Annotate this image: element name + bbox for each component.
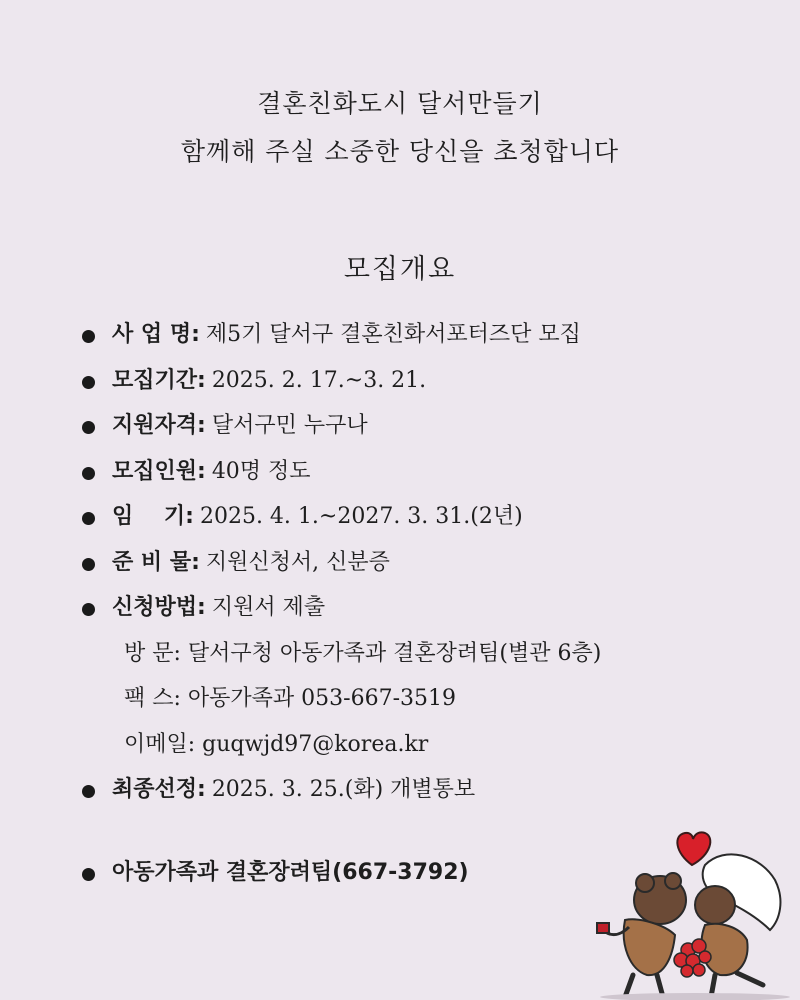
couple-illustration-icon	[585, 825, 800, 1000]
bullet-icon	[82, 558, 95, 571]
bullet-icon	[82, 376, 95, 389]
list-item-documents	[80, 540, 780, 586]
item-value: 2025. 4. 1.~2027. 3. 31.(2년)	[199, 504, 523, 529]
method-email	[80, 722, 780, 768]
method-fax	[80, 676, 780, 722]
item-label: 준 비 물:	[112, 549, 200, 575]
item-label: 사 업 명:	[112, 322, 200, 347]
list-item-headcount	[80, 449, 780, 495]
item-value: 2025. 2. 17.~3. 21.	[211, 367, 427, 393]
bullet-icon	[82, 421, 95, 434]
recruitment-overview-list	[80, 312, 780, 813]
item-label: 모집기간:	[112, 367, 206, 393]
bullet-icon	[82, 467, 95, 480]
item-value: 지원신청서, 신분증	[205, 549, 390, 575]
bullet-icon	[82, 785, 95, 798]
item-value: 지원서 제출	[211, 595, 326, 620]
list-item-business-name	[80, 312, 780, 358]
item-value: 제5기 달서구 결혼친화서포터즈단 모집	[205, 322, 581, 347]
item-label: 지원자격:	[112, 413, 206, 438]
intro-line-1: 결혼친화도시 달서만들기	[257, 89, 543, 118]
contact-text: 아동가족과 결혼장려팀(667-3792)	[112, 860, 469, 885]
item-label: 신청방법:	[112, 595, 206, 620]
method-text: 이메일: guqwjd97@korea.kr	[124, 731, 429, 757]
item-value: 40명 정도	[211, 458, 311, 484]
method-text: 방 문: 달서구청 아동가족과 결혼장려팀(별관 6층)	[124, 640, 602, 666]
list-item-final-selection	[80, 767, 780, 813]
item-label: 모집인원:	[112, 458, 206, 484]
item-value: 달서구민 누구나	[211, 413, 368, 438]
item-label: 최종선정:	[112, 777, 206, 802]
list-item-application-method	[80, 585, 780, 631]
bride-head-icon	[695, 886, 735, 924]
bullet-icon	[82, 868, 95, 881]
bullet-icon	[82, 603, 95, 616]
method-visit	[80, 631, 780, 677]
bullet-icon	[82, 512, 95, 525]
intro-line-2: 함께해 주실 소중한 당신을 초청합니다	[180, 137, 620, 166]
bullet-icon	[82, 330, 95, 343]
list-item-period	[80, 358, 780, 404]
item-value: 2025. 3. 25.(화) 개별통보	[211, 777, 476, 802]
intro	[0, 80, 800, 176]
list-item-term	[80, 494, 780, 540]
heart-icon	[677, 832, 710, 865]
item-label: 임 기:	[112, 504, 194, 529]
method-text: 팩 스: 아동가족과 053-667-3519	[124, 686, 456, 711]
list-item-eligibility	[80, 403, 780, 449]
section-title: 모집개요	[343, 254, 457, 285]
rose-bouquet-icon	[674, 939, 711, 977]
ring-box-icon	[597, 923, 609, 933]
